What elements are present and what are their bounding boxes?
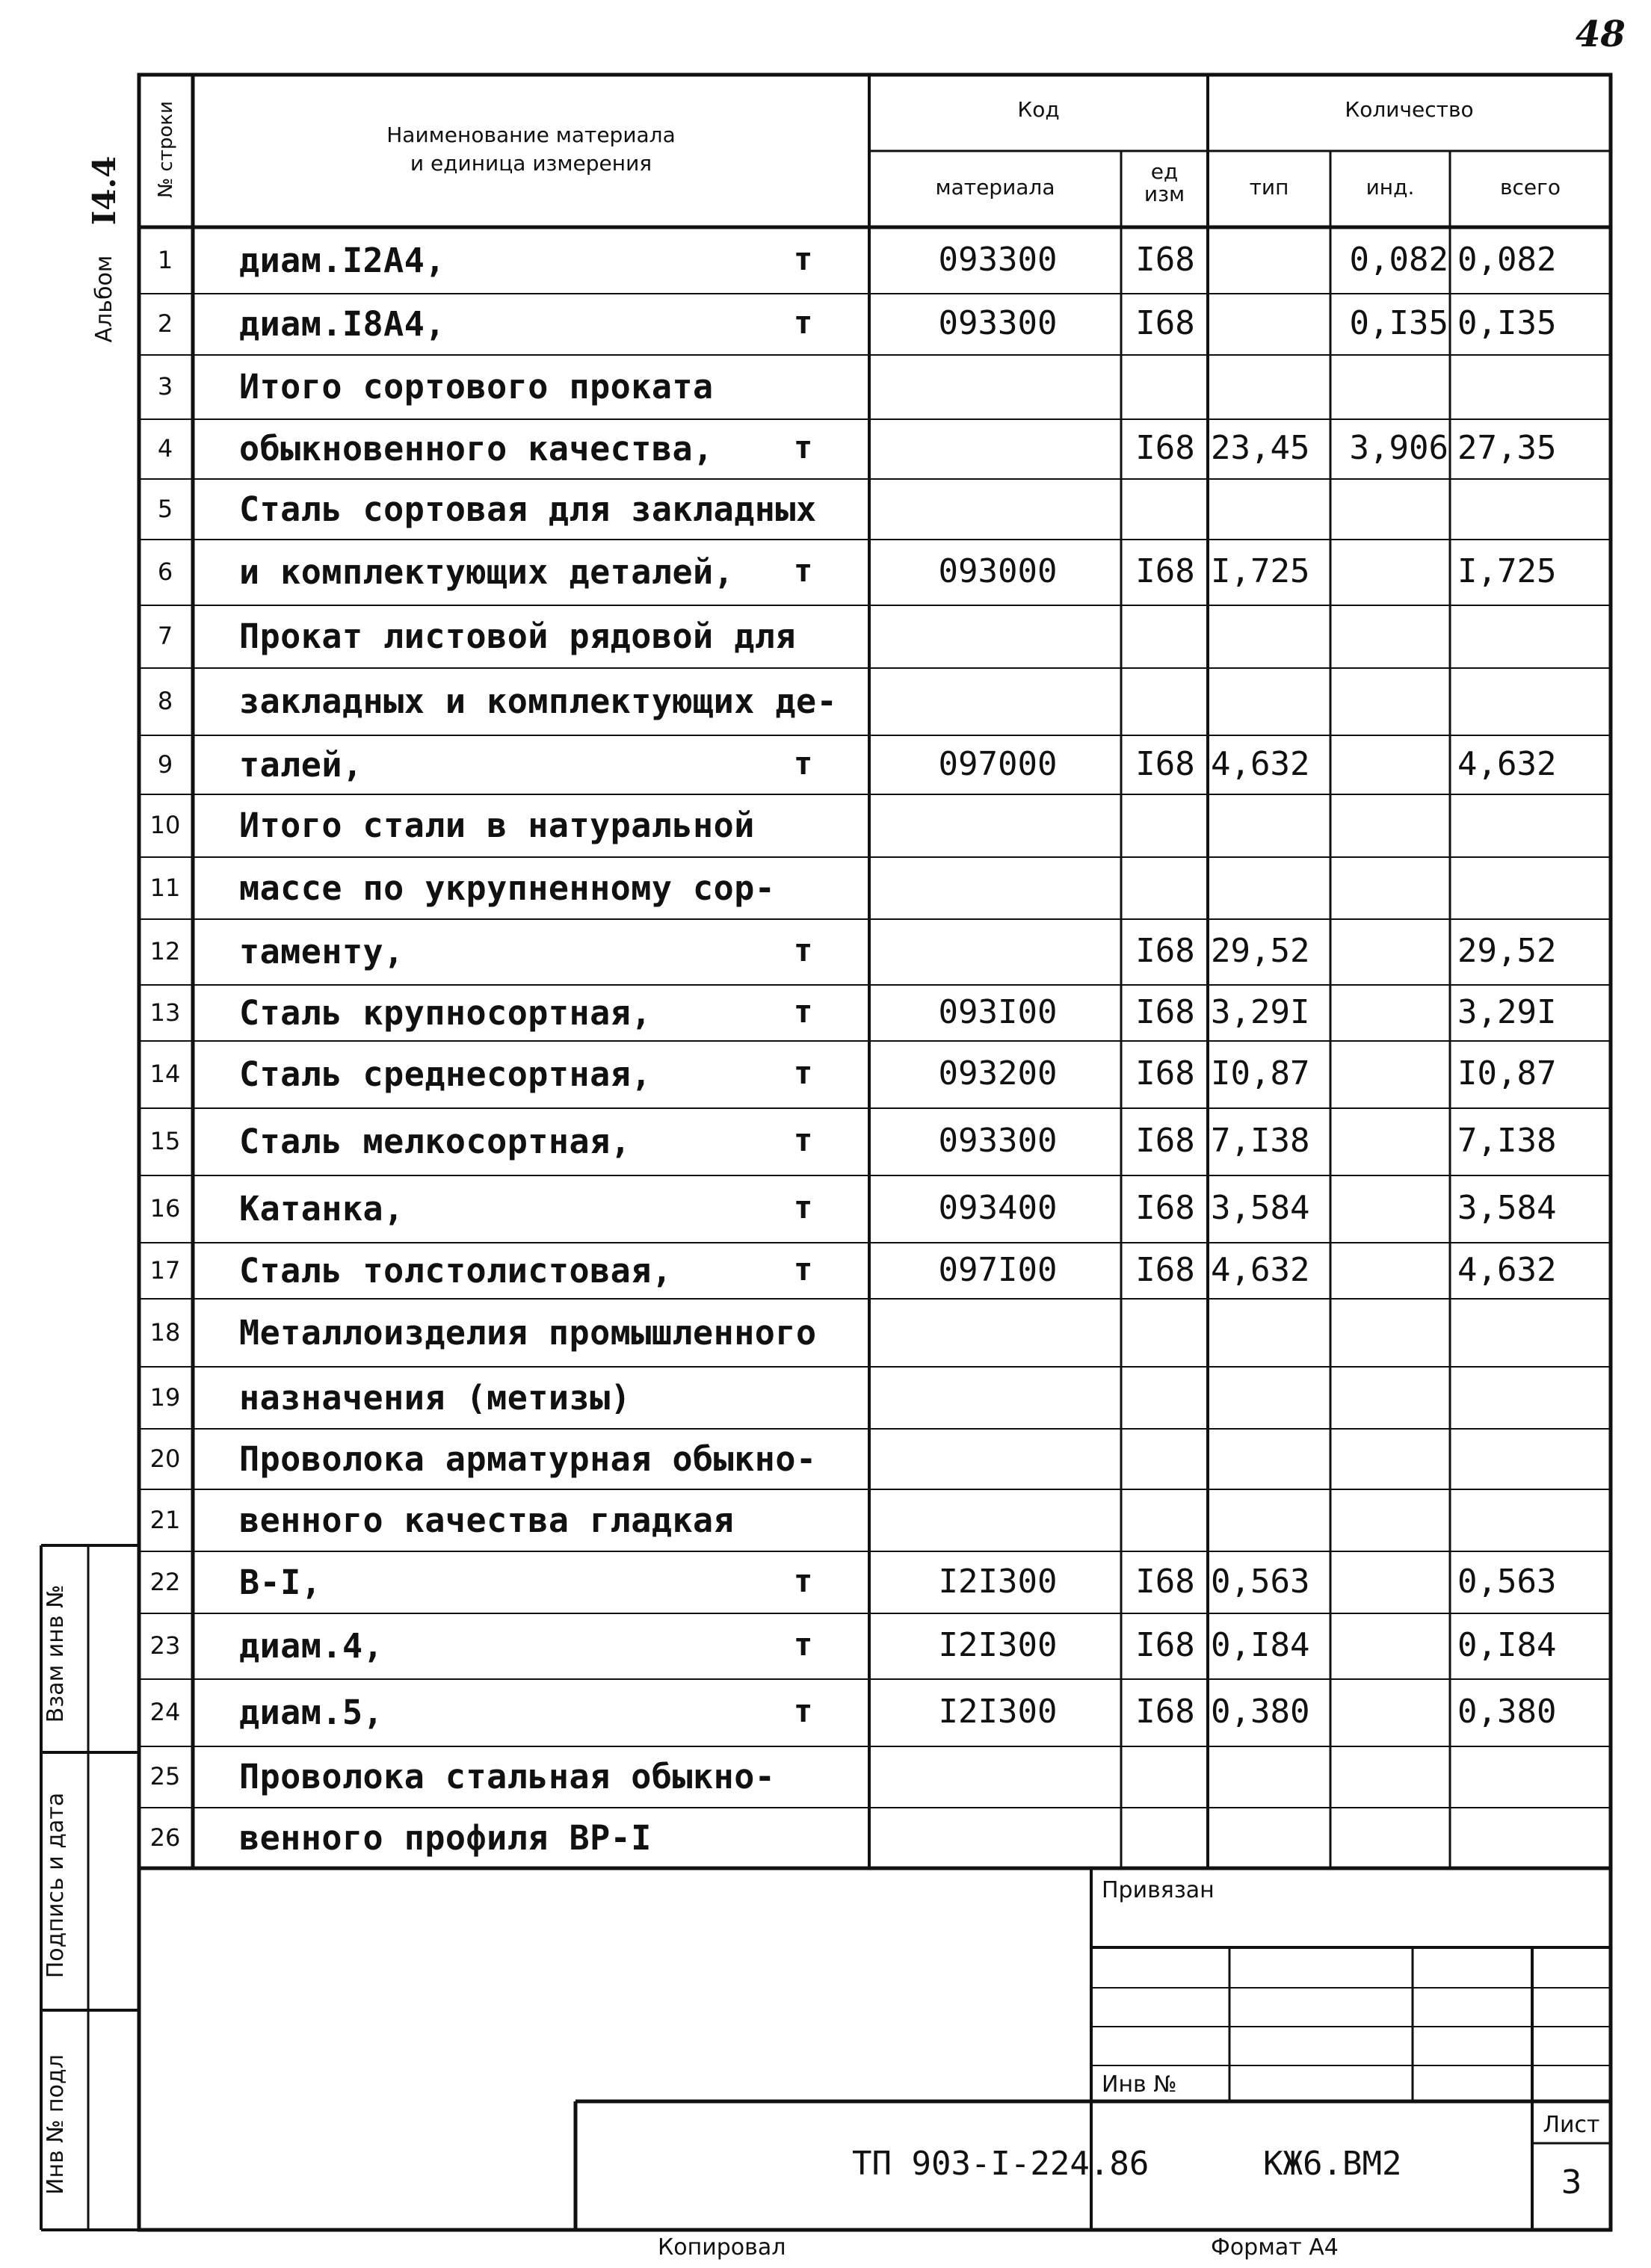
material-name: Катанка,: [239, 1189, 404, 1229]
page-number: 48: [1576, 13, 1626, 55]
row-number: 16: [149, 1194, 181, 1223]
row-number: 11: [149, 874, 181, 902]
stamp-original-inv: Инв № подл: [43, 2054, 69, 2195]
album-number: I4.4: [86, 155, 123, 226]
material-code: 093300: [938, 241, 1058, 279]
row-number: 12: [149, 937, 181, 965]
inv-no-label: Инв №: [1102, 2071, 1177, 2098]
row-number: 24: [149, 1698, 181, 1726]
material-name: массе по укрупненному сор-: [239, 868, 776, 908]
row-number: 10: [149, 811, 181, 839]
unit-code: I68: [1135, 1189, 1195, 1227]
qty-total: 3,29I: [1457, 993, 1557, 1031]
material-code: 093300: [938, 304, 1058, 342]
material-name: Проволока стальная обыкно-: [239, 1757, 776, 1796]
material-code: 093300: [938, 1122, 1058, 1160]
row-number: 4: [157, 434, 173, 463]
material-name: Сталь сортовая для закладных: [239, 489, 817, 529]
row-number: 23: [149, 1631, 181, 1660]
footer-format: Формат А4: [1211, 2234, 1339, 2261]
qty-tip: 4,632: [1211, 745, 1310, 783]
material-name: и комплектующих деталей,: [239, 552, 735, 592]
material-name: Проволока арматурная обыкно-: [239, 1439, 817, 1479]
qty-tip: 29,52: [1211, 932, 1310, 970]
row-number: 26: [149, 1823, 181, 1852]
material-name: диам.5,: [239, 1693, 384, 1732]
material-code: I2I300: [938, 1693, 1058, 1731]
material-code: 097000: [938, 745, 1058, 783]
material-name: венного качества гладкая: [239, 1501, 735, 1540]
unit-mark: т: [794, 1122, 813, 1158]
qty-tip: I,725: [1211, 552, 1310, 590]
material-name: Сталь мелкосортная,: [239, 1122, 632, 1161]
material-code: 093400: [938, 1189, 1058, 1227]
row-number: 22: [149, 1568, 181, 1596]
material-name: назначения (метизы): [239, 1378, 632, 1418]
qty-tip: 7,I38: [1211, 1122, 1310, 1160]
material-name: диам.I2А4,: [239, 241, 445, 280]
header-unit: ед изм: [1144, 159, 1185, 206]
material-name: Итого стали в натуральной: [239, 806, 755, 845]
row-number: 17: [149, 1256, 181, 1285]
qty-total: 7,I38: [1457, 1122, 1557, 1160]
qty-total: I0,87: [1457, 1054, 1557, 1093]
header-quantity: Количество: [1345, 97, 1474, 122]
unit-mark: т: [794, 1563, 813, 1599]
unit-code: I68: [1135, 1626, 1195, 1664]
row-number: 8: [157, 687, 173, 715]
unit-code: I68: [1135, 932, 1195, 970]
row-number: 7: [157, 622, 173, 650]
unit-code: I68: [1135, 745, 1195, 783]
qty-total: 3,584: [1457, 1189, 1557, 1227]
row-number: 6: [157, 557, 173, 586]
qty-tip: 3,584: [1211, 1189, 1310, 1227]
unit-mark: т: [794, 304, 813, 341]
unit-mark: т: [794, 932, 813, 968]
unit-code: I68: [1135, 552, 1195, 590]
sheet-number: 3: [1561, 2163, 1582, 2201]
footer-copied: Копировал: [658, 2234, 786, 2261]
unit-mark: т: [794, 1189, 813, 1226]
qty-ind: 0,082: [1349, 241, 1448, 279]
album-label: Альбом: [91, 255, 117, 343]
material-name: Итого сортового проката: [239, 367, 714, 407]
qty-tip: 0,563: [1211, 1563, 1310, 1601]
qty-tip: 4,632: [1211, 1251, 1310, 1289]
qty-total: 0,I84: [1457, 1626, 1557, 1664]
unit-code: I68: [1135, 1054, 1195, 1093]
unit-mark: т: [794, 1054, 813, 1091]
unit-code: I68: [1135, 429, 1195, 467]
row-number: 18: [149, 1318, 181, 1347]
material-name: диам.I8А4,: [239, 304, 445, 344]
material-name: талей,: [239, 745, 363, 785]
qty-tip: 23,45: [1211, 429, 1310, 467]
unit-mark: т: [794, 1251, 813, 1288]
unit-code: I68: [1135, 1251, 1195, 1289]
row-number: 2: [157, 309, 173, 338]
row-number: 9: [157, 750, 173, 779]
material-name: Сталь толстолистовая,: [239, 1251, 673, 1291]
qty-total: 4,632: [1457, 1251, 1557, 1289]
unit-code: I68: [1135, 1122, 1195, 1160]
qty-total: 0,563: [1457, 1563, 1557, 1601]
material-name: В-I,: [239, 1563, 322, 1602]
row-number: 5: [157, 495, 173, 523]
header-code: Код: [1017, 97, 1060, 122]
qty-total: 29,52: [1457, 932, 1557, 970]
qty-ind: 3,906: [1349, 429, 1448, 467]
material-code: I2I300: [938, 1563, 1058, 1601]
material-name: Прокат листовой рядовой для: [239, 617, 796, 656]
header-row-no: № строки: [155, 101, 177, 198]
material-name: диам.4,: [239, 1626, 384, 1666]
document-designation: ТП 903-I-224.86: [852, 2145, 1149, 2183]
unit-mark: т: [794, 993, 813, 1030]
material-name: закладных и комплектующих де-: [239, 682, 838, 721]
header-tip: тип: [1249, 175, 1289, 200]
unit-code: I68: [1135, 241, 1195, 279]
unit-code: I68: [1135, 304, 1195, 342]
sheet-label: Лист: [1543, 2112, 1600, 2138]
row-number: 3: [157, 372, 173, 401]
unit-mark: т: [794, 429, 813, 466]
header-ind: инд.: [1365, 175, 1415, 200]
unit-code: I68: [1135, 1693, 1195, 1731]
material-code: 097I00: [938, 1251, 1058, 1289]
material-code: I2I300: [938, 1626, 1058, 1664]
qty-tip: 0,380: [1211, 1693, 1310, 1731]
material-code: 093200: [938, 1054, 1058, 1093]
material-code: 093000: [938, 552, 1058, 590]
row-number: 13: [149, 998, 181, 1027]
material-name: таменту,: [239, 932, 404, 971]
material-name: Металлоизделия промышленного: [239, 1313, 817, 1353]
privyazan-label: Привязан: [1102, 1877, 1215, 1903]
unit-mark: т: [794, 1693, 813, 1729]
qty-tip: 3,29I: [1211, 993, 1310, 1031]
qty-total: I,725: [1457, 552, 1557, 590]
unit-code: I68: [1135, 1563, 1195, 1601]
header-total: всего: [1500, 175, 1561, 200]
unit-mark: т: [794, 241, 813, 277]
unit-mark: т: [794, 1626, 813, 1663]
material-name: венного профиля ВР-I: [239, 1818, 652, 1858]
qty-total: 27,35: [1457, 429, 1557, 467]
material-name: обыкновенного качества,: [239, 429, 714, 469]
unit-mark: т: [794, 745, 813, 782]
material-code: 093I00: [938, 993, 1058, 1031]
row-number: 1: [157, 246, 173, 274]
unit-mark: т: [794, 552, 813, 589]
row-number: 14: [149, 1060, 181, 1088]
qty-total: 0,I35: [1457, 304, 1557, 342]
qty-ind: 0,I35: [1349, 304, 1448, 342]
material-name: Сталь среднесортная,: [239, 1054, 652, 1094]
stamp-replace-inv: Взам инв №: [43, 1584, 69, 1723]
drawing-code: КЖ6.ВМ2: [1263, 2145, 1402, 2183]
row-number: 19: [149, 1383, 181, 1412]
row-number: 15: [149, 1127, 181, 1155]
row-number: 20: [149, 1444, 181, 1473]
qty-total: 0,082: [1457, 241, 1557, 279]
unit-code: I68: [1135, 993, 1195, 1031]
stamp-signature-date: Подпись и дата: [43, 1792, 69, 1979]
qty-tip: I0,87: [1211, 1054, 1310, 1093]
header-name-line2: и единица измерения: [410, 151, 652, 176]
row-number: 21: [149, 1506, 181, 1534]
header-material: материала: [935, 175, 1055, 200]
qty-total: 0,380: [1457, 1693, 1557, 1731]
row-number: 25: [149, 1762, 181, 1790]
material-name: Сталь крупносортная,: [239, 993, 652, 1033]
qty-tip: 0,I84: [1211, 1626, 1310, 1664]
header-name-line1: Наименование материала: [386, 123, 676, 147]
qty-total: 4,632: [1457, 745, 1557, 783]
